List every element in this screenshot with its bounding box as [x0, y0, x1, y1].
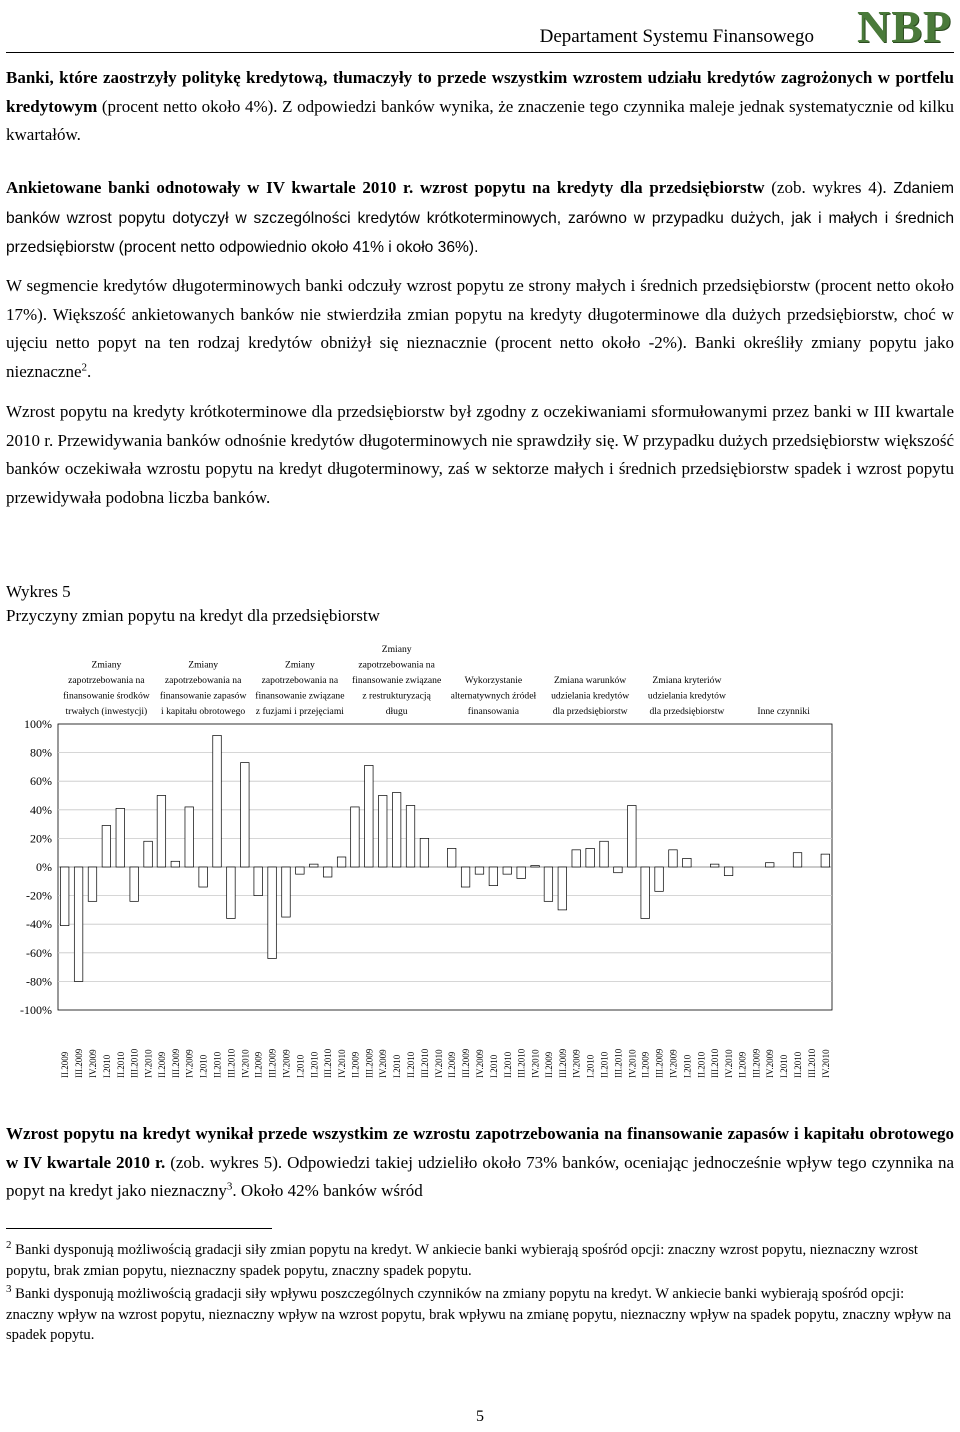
- paragraph-3-end: .: [87, 361, 92, 381]
- x-tick-label: III.2009: [751, 1048, 762, 1078]
- bar: [282, 867, 291, 917]
- bar: [461, 867, 470, 887]
- x-tick-label: I.2010: [198, 1054, 209, 1078]
- bar: [544, 867, 553, 901]
- x-tick-label: II.2009: [253, 1051, 264, 1078]
- footnote-3-number: 3: [6, 1283, 12, 1296]
- x-tick-label: II.2009: [60, 1051, 71, 1078]
- bar: [116, 808, 125, 867]
- bar: [392, 793, 401, 867]
- bar: [586, 848, 595, 867]
- bar: [185, 807, 194, 867]
- x-tick-label: IV.2009: [281, 1049, 292, 1078]
- group-label-line: Zmiany: [381, 644, 412, 655]
- x-tick-label: IV.2009: [87, 1049, 98, 1078]
- footnote-3: [6, 1284, 954, 1346]
- header-rule: [6, 52, 954, 53]
- bar: [88, 867, 97, 901]
- group-label-line: z restrukturyzacją: [362, 690, 431, 702]
- x-tick-label: II.2009: [640, 1051, 651, 1078]
- y-tick-label: 100%: [24, 717, 52, 731]
- bar: [130, 867, 139, 901]
- x-tick-label: IV.2010: [240, 1049, 251, 1078]
- footnote-ref-3: 3: [226, 1180, 233, 1193]
- group-label-line: finansowanie związane: [352, 675, 442, 686]
- x-tick-label: IV.2009: [571, 1049, 582, 1078]
- x-tick-label: III.2010: [613, 1048, 624, 1078]
- paragraph-5-end: . Około 42% banków wśród: [232, 1181, 423, 1200]
- x-tick-label: II.2009: [737, 1051, 748, 1078]
- x-tick-label: IV.2009: [668, 1049, 679, 1078]
- x-tick-label: III.2009: [557, 1048, 568, 1078]
- bar: [310, 864, 319, 867]
- x-tick-label: II.2009: [447, 1051, 458, 1078]
- bar: [614, 867, 623, 873]
- x-tick-label: II.2010: [115, 1051, 126, 1078]
- bar: [365, 765, 374, 867]
- x-tick-label: II.2009: [156, 1051, 167, 1078]
- footnote-3-text: Banki dysponują możliwością gradacji siły wpływu poszczególnych czynników na zmiany popytu na kredyt. W ankiecie banki wybierają spośród opcji: znaczny wpływ na wzrost popytu, nieznaczny wpływ na wzrost popytu, brak wpływu na zmianę popytu, nieznaczny wpływ na spadek popytu, znaczny wpływ na spadek popytu.: [6, 1286, 952, 1343]
- paragraph-2-bold: Ankietowane banki odnotowały w IV kwartale 2010 r. wzrost popytu na kredyty dla przedsiębiorstw: [6, 178, 765, 197]
- group-label-line: długu: [385, 706, 408, 717]
- paragraph-3-text: W segmencie kredytów długoterminowych banki odczuły wzrost popytu ze strony małych i średnich przedsiębiorstw (procent netto około 17%). Większość ankietowanych banków nie stwierdziła zmian popytu na kredyty długoterminowe dla dużych przedsiębiorstw, choć w ujęciu netto popyt na ten rodzaj kredytów obniżył się nieznacznie (procent netto około -2%). Banki określiły zmiany popytu jako nieznaczne: [6, 276, 954, 381]
- x-tick-label: III.2010: [226, 1048, 237, 1078]
- group-label-line: Zmiany: [284, 659, 315, 671]
- paragraph-1-bold: Banki, które zaostrzyły politykę kredytową, tłumaczyły to przede wszystkim wzrostem udziału kredytów zagrożonych w portfelu kredytowym: [6, 68, 954, 116]
- bar: [406, 806, 415, 867]
- bar: [821, 854, 830, 867]
- x-tick-label: II.2010: [599, 1051, 610, 1078]
- x-tick-label: II.2010: [309, 1051, 320, 1078]
- paragraph-2-text: (zob. wykres 4).: [764, 178, 894, 197]
- figure-label: Wykres 5: [6, 582, 71, 601]
- x-tick-label: IV.2009: [765, 1049, 776, 1078]
- group-label-line: finansowania: [467, 706, 519, 717]
- x-tick-label: III.2010: [516, 1048, 527, 1078]
- x-tick-label: II.2009: [350, 1051, 361, 1078]
- x-tick-label: III.2009: [74, 1048, 85, 1078]
- x-tick-label: II.2009: [543, 1051, 554, 1078]
- group-label-line: alternatywnych źródeł: [450, 690, 537, 702]
- x-tick-label: II.2010: [502, 1051, 513, 1078]
- bar: [323, 867, 332, 877]
- group-label-line: finansowanie związane: [255, 690, 345, 702]
- x-tick-label: IV.2009: [474, 1049, 485, 1078]
- y-tick-label: 60%: [30, 774, 52, 789]
- bar: [683, 858, 692, 867]
- bar: [489, 867, 498, 886]
- x-tick-label: I.2010: [488, 1054, 499, 1078]
- bar: [171, 861, 180, 867]
- paragraph-5-text: (zob. wykres 5). Odpowiedzi takiej udzieliło około 73% banków, oceniając jednocześnie wpływ tego czynnika na popyt na kredyt jako nieznaczny: [6, 1152, 954, 1200]
- credit-demand-factors-chart: [0, 640, 960, 1080]
- bar: [60, 867, 69, 926]
- group-label-line: Inne czynniki: [757, 706, 810, 717]
- paragraph-3: [6, 272, 954, 386]
- bar: [531, 866, 540, 867]
- bar: [268, 867, 277, 959]
- group-label-line: zapotrzebowania na: [358, 659, 435, 671]
- bar: [517, 867, 526, 878]
- x-tick-label: IV.2009: [184, 1049, 195, 1078]
- footnote-ref-2: 2: [81, 360, 87, 373]
- paragraph-5: [6, 1120, 954, 1206]
- bar: [337, 857, 346, 867]
- group-label-line: z fuzjami i przejęciami: [255, 706, 344, 717]
- paragraph-2: [6, 174, 954, 263]
- nbp-logo: NBP: [857, 1, 952, 52]
- bar: [558, 867, 567, 910]
- bar: [213, 735, 222, 867]
- x-tick-label: III.2009: [267, 1048, 278, 1078]
- group-label-line: finansowanie środków: [63, 690, 150, 702]
- group-label-line: Zmiany: [188, 659, 219, 671]
- paragraph-4: [6, 398, 954, 512]
- x-tick-label: IV.2010: [627, 1049, 638, 1078]
- footnote-2: [6, 1240, 954, 1281]
- paragraph-1: [6, 64, 954, 150]
- bar: [724, 867, 733, 876]
- group-label-line: udzielania kredytów: [647, 690, 726, 702]
- footnote-2-number: 2: [6, 1239, 12, 1252]
- bar: [655, 867, 664, 891]
- bar: [102, 826, 111, 867]
- group-label-line: zapotrzebowania na: [261, 675, 339, 686]
- bar: [254, 867, 262, 896]
- x-tick-label: I.2010: [585, 1054, 596, 1078]
- x-tick-label: IV.2010: [337, 1049, 348, 1078]
- x-tick-label: III.2010: [806, 1048, 817, 1078]
- bar: [199, 867, 208, 887]
- paragraph-2-sans-text: Zdaniem banków wzrost popytu dotyczył w szczególności kredytów krótkoterminowych, zarówno w przypadku dużych, jak i małych i średnich przedsiębiorstw (procent netto odpowiednio około 41% i około 36%).: [6, 180, 954, 256]
- group-label-line: Wykorzystanie: [464, 675, 523, 686]
- footnote-separator: [6, 1228, 272, 1229]
- y-tick-label: 40%: [30, 802, 52, 817]
- x-tick-label: III.2009: [461, 1048, 472, 1078]
- x-tick-label: III.2010: [710, 1048, 721, 1078]
- page-number: 5: [476, 1408, 484, 1425]
- x-tick-label: III.2009: [170, 1048, 181, 1078]
- bar: [378, 796, 387, 868]
- bar: [420, 838, 429, 867]
- bar: [475, 867, 484, 874]
- x-tick-label: III.2010: [129, 1048, 140, 1078]
- y-tick-label: -60%: [26, 945, 52, 960]
- group-label-line: i kapitału obrotowego: [161, 706, 246, 717]
- bar: [572, 850, 581, 867]
- footnote-2-text: Banki dysponują możliwością gradacji siły zmian popytu na kredyt. W ankiecie banki wybierają spośród opcji: znaczny wzrost popytu, nieznaczny wzrost popytu, brak zmian popytu, nieznaczny spadek popytu, znaczny spadek popytu.: [6, 1242, 918, 1279]
- bar: [157, 796, 166, 868]
- bar: [600, 841, 609, 867]
- bar: [351, 807, 360, 867]
- x-tick-label: I.2010: [682, 1054, 693, 1078]
- x-tick-label: IV.2010: [433, 1049, 444, 1078]
- bar: [641, 867, 650, 918]
- x-tick-label: II.2010: [406, 1051, 417, 1078]
- group-label-line: finansowanie zapasów: [159, 690, 247, 702]
- x-tick-label: IV.2009: [378, 1049, 389, 1078]
- group-label-line: Zmiany: [91, 659, 122, 671]
- group-label-line: Zmiana warunków: [554, 675, 627, 686]
- bar: [793, 853, 802, 867]
- x-tick-label: III.2009: [654, 1048, 665, 1078]
- paragraph-4-text: Wzrost popytu na kredyty krótkoterminowe dla przedsiębiorstw był zgodny z oczekiwaniami sformułowanymi przez banki w III kwartale 2010 r. Przewidywania banków odnośnie kredytów długoterminowych nie sprawdziły się. W przypadku dużych przedsiębiorstw większość banków oczekiwała wzrostu popytu na kredyt długoterminowy, zaś w sektorze małych i średnich przedsiębiorstw spadek i wzrost popytu przewidywała podobna liczba banków.: [6, 402, 954, 507]
- group-label-line: zapotrzebowania na: [164, 675, 242, 686]
- department-name: Departament Systemu Finansowego: [539, 26, 814, 47]
- x-tick-label: I.2010: [101, 1054, 112, 1078]
- y-tick-label: 0%: [36, 860, 52, 874]
- y-tick-label: -80%: [26, 974, 52, 989]
- bar: [447, 848, 456, 867]
- paragraph-1-text: (procent netto około 4%). Z odpowiedzi banków wynika, że znaczenie tego czynnika maleje jednak systematycznie od kilku kwartałów.: [6, 96, 954, 144]
- paragraph-5-bold: Wzrost popytu na kredyt wynikał przede wszystkim ze wzrostu zapotrzebowania na finansowanie zapasów i kapitału obrotowego w IV kwartale 2010 r.: [6, 1124, 954, 1172]
- group-label-line: zapotrzebowania na: [68, 675, 145, 686]
- bar: [227, 867, 236, 918]
- bar: [241, 763, 250, 867]
- group-label-line: dla przedsiębiorstw: [552, 706, 628, 717]
- x-tick-label: IV.2010: [724, 1049, 735, 1078]
- x-tick-label: II.2010: [212, 1051, 223, 1078]
- y-tick-label: 20%: [30, 831, 52, 846]
- group-label-line: Zmiana kryteriów: [652, 675, 722, 686]
- x-tick-label: I.2010: [295, 1054, 306, 1078]
- bar: [765, 863, 774, 867]
- x-tick-label: II.2010: [793, 1051, 804, 1078]
- x-tick-label: II.2010: [696, 1051, 707, 1078]
- page-header: [0, 0, 960, 56]
- x-tick-label: III.2009: [364, 1048, 375, 1078]
- group-label-line: trwałych (inwestycji): [65, 706, 148, 717]
- bar: [628, 806, 637, 867]
- y-tick-label: 80%: [30, 745, 52, 760]
- x-tick-label: I.2010: [779, 1054, 790, 1078]
- y-tick-label: -40%: [26, 917, 52, 932]
- group-label-line: dla przedsiębiorstw: [649, 706, 725, 717]
- bar: [296, 867, 305, 874]
- y-tick-label: -20%: [26, 888, 52, 903]
- x-tick-label: IV.2010: [820, 1049, 831, 1078]
- group-label-line: udzielania kredytów: [551, 690, 630, 702]
- y-tick-label: -100%: [20, 1003, 52, 1017]
- x-tick-label: III.2010: [323, 1048, 334, 1078]
- x-tick-label: IV.2010: [530, 1049, 541, 1078]
- x-tick-label: I.2010: [392, 1054, 403, 1078]
- bar: [503, 867, 512, 874]
- bar: [669, 850, 678, 867]
- x-tick-label: IV.2010: [143, 1049, 154, 1078]
- bar: [710, 864, 719, 867]
- bar: [144, 841, 153, 867]
- figure-title: Przyczyny zmian popytu na kredyt dla przedsiębiorstw: [6, 606, 380, 625]
- x-tick-label: III.2010: [419, 1048, 430, 1078]
- bar: [74, 867, 83, 981]
